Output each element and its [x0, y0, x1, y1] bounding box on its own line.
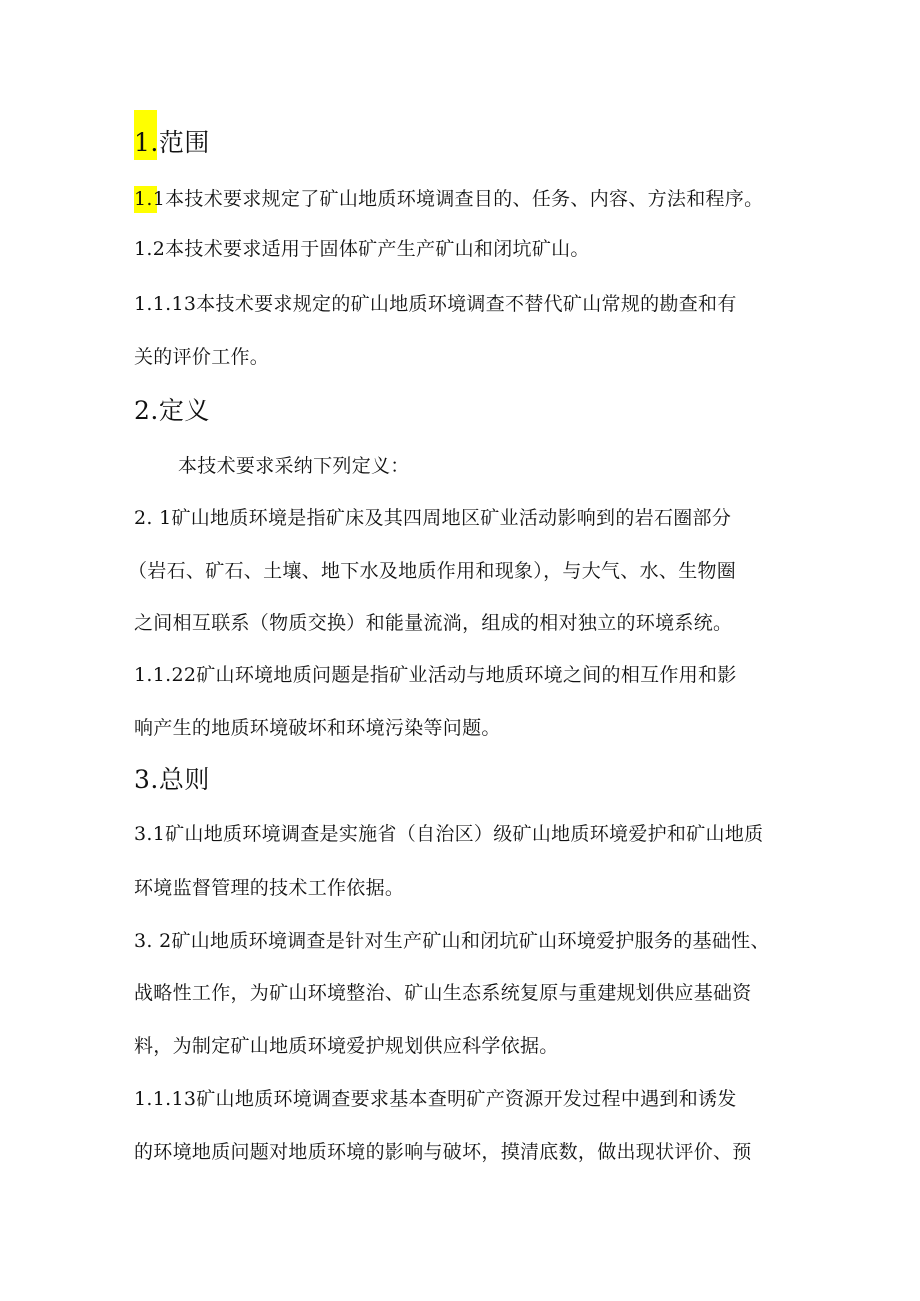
section-3-paragraph: 的环境地质问题对地质环境的影响与破坏，摸清底数，做出现状评价、预 [134, 1141, 752, 1163]
section-2-paragraph: 响产生的地质环境破坏和环境污染等问题。 [134, 717, 501, 739]
section-2-paragraph: 1.1.22矿山环境地质问题是指矿业活动与地质环境之间的相互作用和影 [134, 664, 737, 686]
section-1-paragraph: 1.2本技术要求适用于固体矿产生产矿山和闭坑矿山。 [134, 238, 590, 260]
section-3-paragraph: 3. 2矿山地质环境调查是针对生产矿山和闭坑矿山环境爱护服务的基础性、 [134, 930, 770, 952]
section-2-intro: 本技术要求采纳下列定义： [178, 455, 410, 477]
section-3-heading: 3.总则 [134, 765, 210, 794]
section-3-paragraph: 料，为制定矿山地质环境爱护规划供应科学依据。 [134, 1035, 559, 1057]
section-3-paragraph: 战略性工作，为矿山环境整治、矿山生态系统复原与重建规划供应基础资 [134, 982, 752, 1004]
section-1-paragraph: 关的评价工作。 [134, 346, 270, 368]
section-2-paragraph: 之间相互联系（物质交换）和能量流淌，组成的相对独立的环境系统。 [134, 612, 733, 634]
section-2-paragraph: 2. 1矿山地质环境是指矿床及其四周地区矿业活动影响到的岩石圈部分 [134, 507, 732, 529]
section-3-paragraph: 3.1矿山地质环境调查是实施省（自治区）级矿山地质环境爱护和矿山地质 [134, 823, 764, 845]
section-2-heading: 2.定义 [134, 396, 210, 425]
section-1-paragraph: 1.1本技术要求规定了矿山地质环境调查目的、任务、内容、方法和程序。 [134, 188, 764, 210]
section-3-paragraph: 环境监督管理的技术工作依据。 [134, 877, 405, 899]
section-1-paragraph: 1.1.13本技术要求规定的矿山地质环境调查不替代矿山常规的勘查和有 [134, 293, 737, 315]
section-1-heading: 1.范围 [134, 128, 210, 157]
section-2-paragraph: （岩石、矿石、土壤、地下水及地质作用和现象），与大气、水、生物圈 [128, 560, 737, 582]
section-3-paragraph: 1.1.13矿山地质环境调查要求基本查明矿产资源开发过程中遇到和诱发 [134, 1088, 737, 1110]
